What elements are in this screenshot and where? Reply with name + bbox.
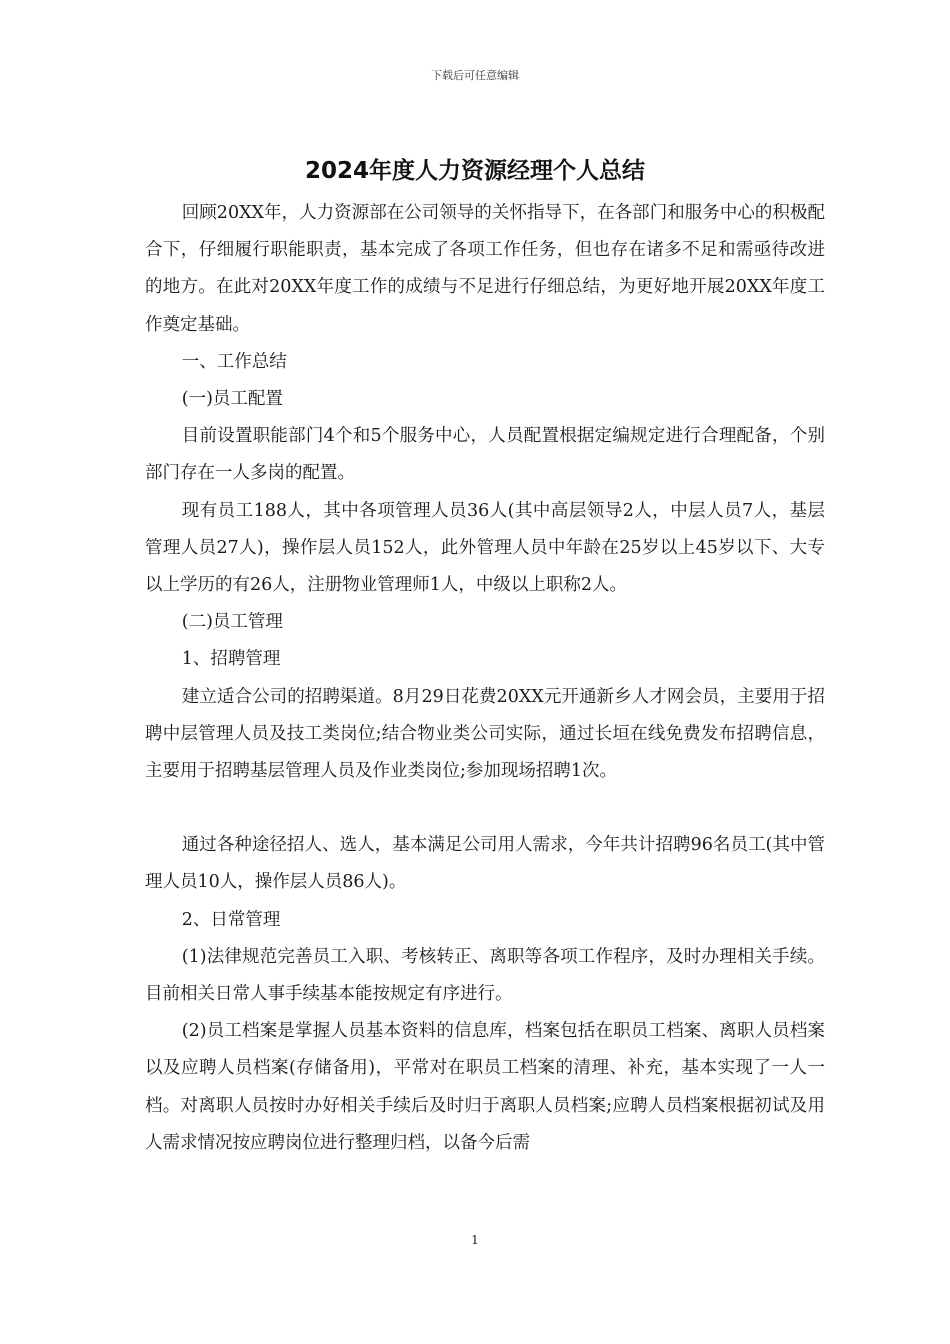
item-heading: 1、招聘管理 — [181, 649, 281, 670]
document-body — [145, 195, 825, 1162]
subsection-heading: (二)员工管理 — [181, 612, 283, 633]
paragraph: 通过各种途径招人、选人，基本满足公司用人需求，今年共计招聘96名员工(其中管理人员10人，操作层人员86人)。 — [145, 835, 825, 893]
paragraph: 现有员工188人，其中各项管理人员36人(其中高层领导2人，中层人员7人，基层管理人员27人)，操作层人员152人，此外管理人员中年龄在25岁以上45岁以下、大专以上学历的有26人，注册物业管理师1人，中级以上职称2人。 — [145, 500, 825, 596]
section-heading: 一、工作总结 — [181, 351, 287, 372]
header-note: 下载后可任意编辑 — [431, 69, 519, 82]
paragraph: 目前设置职能部门4个和5个服务中心，人员配置根据定编规定进行合理配备，个别部门存在一人多岗的配置。 — [145, 426, 825, 484]
paragraph: (2)员工档案是掌握人员基本资料的信息库，档案包括在职员工档案、离职人员档案以及应聘人员档案(存储备用)，平常对在职员工档案的清理、补充，基本实现了一人一档。对离职人员按时办好相关手续后及时归于离职人员档案;应聘人员档案根据初试及用人需求情况按应聘岗位进行整理归档，以备今后需 — [145, 1021, 825, 1153]
paragraph: 建立适合公司的招聘渠道。8月29日花费20XX元开通新乡人才网会员，主要用于招聘中层管理人员及技工类岗位;结合物业类公司实际，通过长垣在线免费发布招聘信息，主要用于招聘基层管理人员及作业类岗位;参加现场招聘1次。 — [145, 686, 825, 782]
paragraph: (1)法律规范完善员工入职、考核转正、离职等各项工作程序，及时办理相关手续。目前相关日常人事手续基本能按规定有序进行。 — [145, 946, 825, 1005]
paragraph-intro: 回顾20XX年，人力资源部在公司领导的关怀指导下，在各部门和服务中心的积极配合下，仔细履行职能职责，基本完成了各项工作任务，但也存在诸多不足和需亟待改进的地方。在此对20XX年度工作的成绩与不足进行仔细总结，为更好地开展20XX年度工作奠定基础。 — [145, 203, 825, 335]
document-title: 2024年度人力资源经理个人总结 — [304, 158, 645, 184]
item-heading: 2、日常管理 — [181, 909, 281, 930]
subsection-heading: (一)员工配置 — [181, 389, 283, 410]
page-number: 1 — [471, 1233, 479, 1247]
